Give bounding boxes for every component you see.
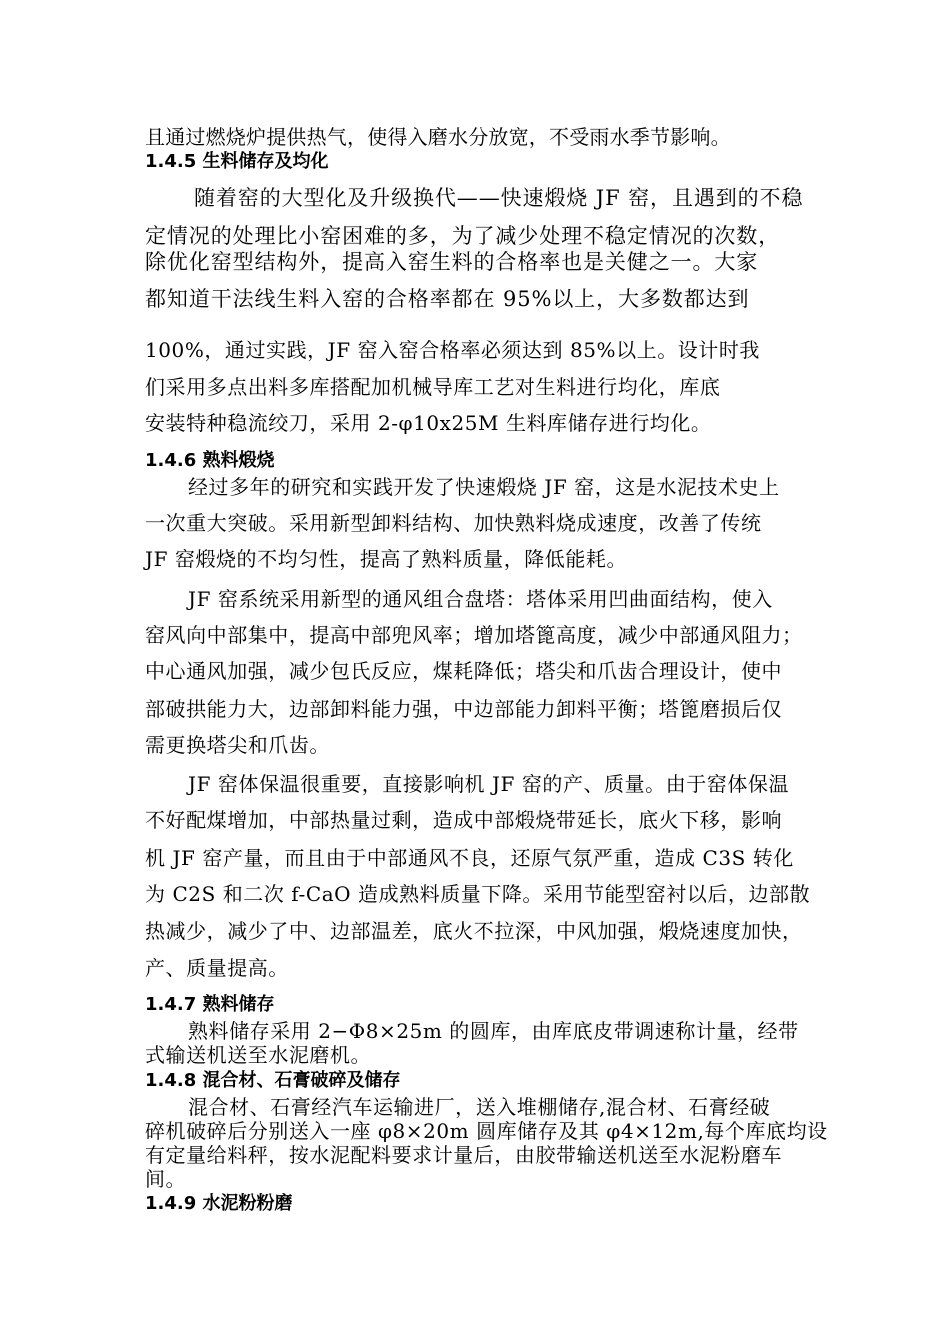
paragraph-line: 碎机破碎后分别送入一座 φ8×20m 圆库储存及其 φ4×12m,每个库底均设 <box>145 1119 828 1143</box>
paragraph-line: 间。 <box>145 1167 187 1191</box>
paragraph-line: JF 窑体保温很重要，直接影响机 JF 窑的产、质量。由于窑体保温 <box>188 772 790 796</box>
paragraph-line: 除优化窑型结构外，提高入窑生料的合格率也是关健之一。大家 <box>145 250 759 274</box>
section-heading-1-4-6: 1.4.6 熟料煅烧 <box>145 450 275 471</box>
paragraph-line: 100%，通过实践，JF 窑入窑合格率必须达到 85%以上。设计时我 <box>145 338 760 362</box>
paragraph-line: JF 窑煅烧的不均匀性，提高了熟料质量，降低能耗。 <box>145 547 628 571</box>
paragraph-line: 熟料储存采用 2−Φ8×25m 的圆库，由库底皮带调速称计量，经带 <box>188 1019 799 1043</box>
paragraph-line: 窑风向中部集中，提高中部兜风率；增加塔篦高度，减少中部通风阻力； <box>145 623 803 647</box>
section-heading-1-4-7: 1.4.7 熟料储存 <box>145 994 275 1015</box>
paragraph-line: 安装特种稳流绞刀，采用 2-φ10x25M 生料库储存进行均化。 <box>145 411 712 435</box>
paragraph-line: 需更换塔尖和爪齿。 <box>145 733 330 757</box>
paragraph-line: 热减少，减少了中、边部温差，底火不拉深，中风加强，煅烧速度加快， <box>145 919 803 943</box>
section-heading-1-4-8: 1.4.8 混合材、石膏破碎及储存 <box>145 1070 401 1091</box>
paragraph-line: 混合材、石膏经汽车运输进厂，送入堆棚储存,混合材、石膏经破 <box>188 1095 771 1119</box>
paragraph-line: 机 JF 窑产量，而且由于中部通风不良，还原气氛严重，造成 C3S 转化 <box>145 846 794 870</box>
paragraph-line: 一次重大突破。采用新型卸料结构、加快熟料烧成速度，改善了传统 <box>145 511 762 535</box>
paragraph-line: 中心通风加强，减少包氏反应，煤耗降低；塔尖和爪齿合理设计，使中 <box>145 659 783 683</box>
paragraph-line: 不好配煤增加，中部热量过剩，造成中部煅烧带延长，底火下移，影响 <box>145 808 783 832</box>
section-heading-1-4-5: 1.4.5 生料储存及均化 <box>145 151 329 172</box>
paragraph-line: 式输送机送至水泥磨机。 <box>145 1043 372 1067</box>
paragraph-line: 定情况的处理比小窑困难的多，为了减少处理不稳定情况的次数， <box>145 224 781 248</box>
paragraph-line: 经过多年的研究和实践开发了快速煅烧 JF 窑，这是水泥技术史上 <box>188 475 780 499</box>
section-heading-1-4-9: 1.4.9 水泥粉粉磨 <box>145 1193 293 1214</box>
paragraph-line: 们采用多点出料多库搭配加机械导库工艺对生料进行均化，库底 <box>145 375 721 399</box>
paragraph-line: JF 窑系统采用新型的通风组合盘塔：塔体采用凹曲面结构，使入 <box>188 587 773 611</box>
paragraph-line: 部破拱能力大，边部卸料能力强，中边部能力卸料平衡；塔篦磨损后仅 <box>145 697 783 721</box>
paragraph-line: 有定量给料秤，按水泥配料要求计量后，由胶带输送机送至水泥粉磨车 <box>145 1143 783 1167</box>
paragraph-line: 都知道干法线生料入窑的合格率都在 95%以上，大多数都达到 <box>145 287 750 311</box>
intro-line: 且通过燃烧炉提供热气，使得入磨水分放宽，不受雨水季节影响。 <box>145 125 731 149</box>
paragraph-line: 为 C2S 和二次 f-CaO 造成熟料质量下降。采用节能型窑衬以后，边部散 <box>145 882 811 906</box>
paragraph-line: 产、质量提高。 <box>145 956 289 980</box>
paragraph-line: 随着窑的大型化及升级换代——快速煅烧 JF 窑，且遇到的不稳 <box>194 186 804 210</box>
